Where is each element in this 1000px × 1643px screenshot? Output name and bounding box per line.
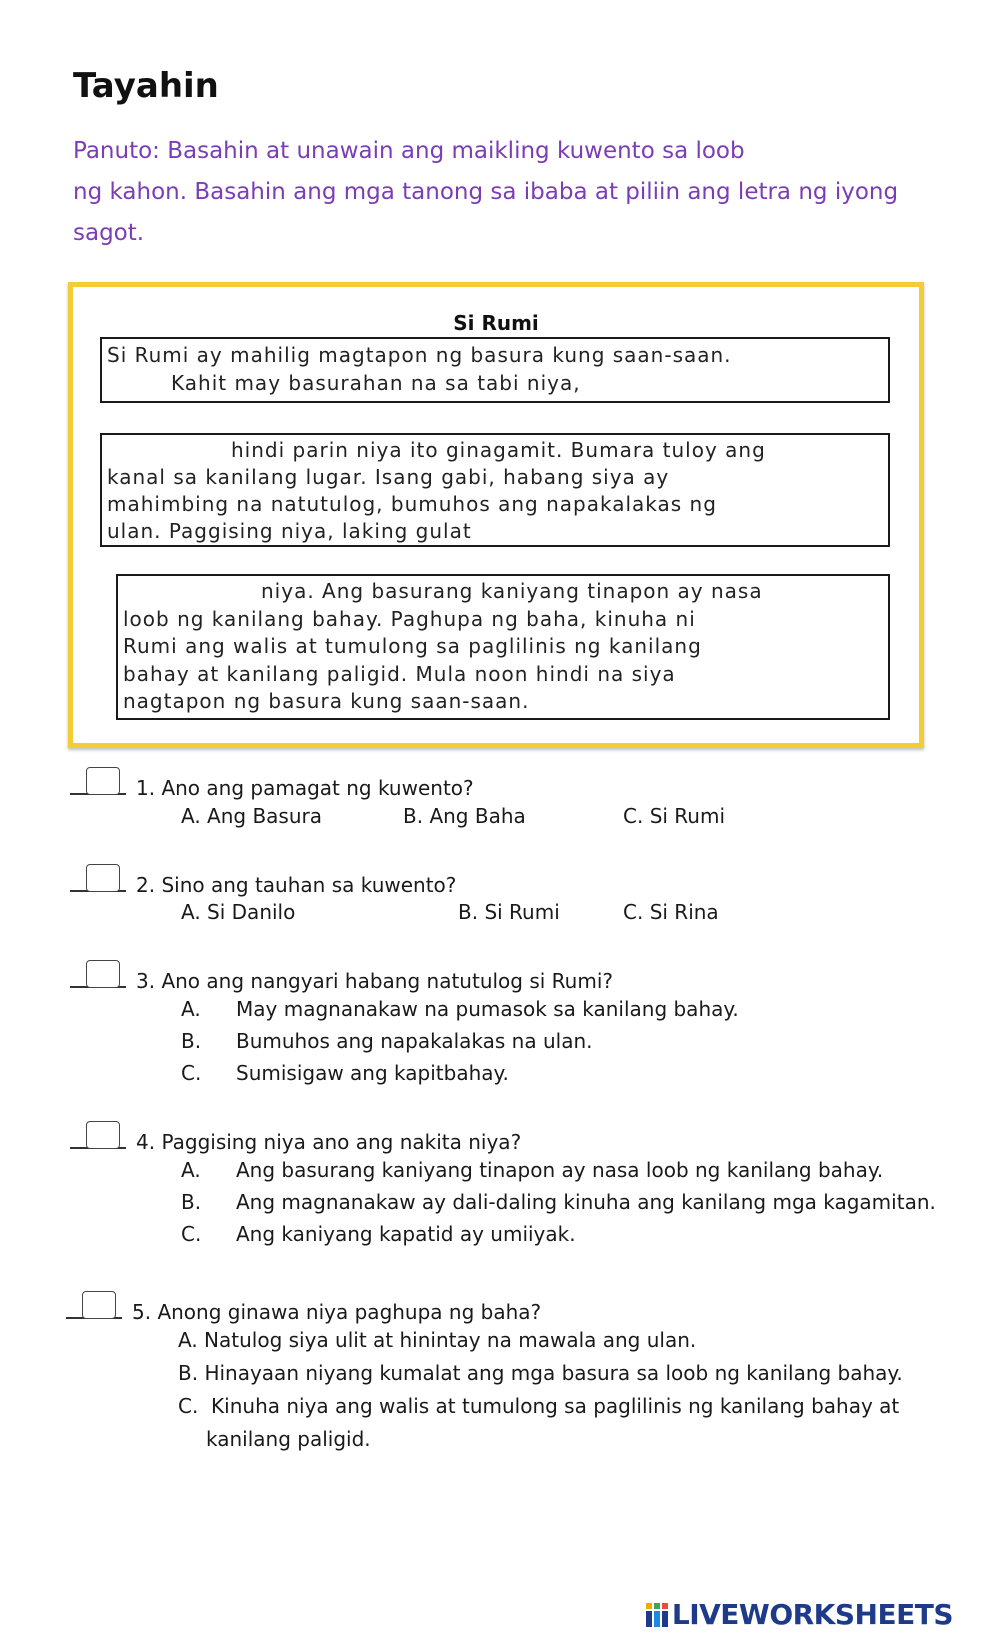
liveworksheets-icon: [646, 1603, 668, 1627]
option-letter: A.: [181, 900, 201, 924]
option-text: May magnanakaw na pumasok sa kanilang bahay.: [236, 997, 739, 1021]
option-letter: B.: [181, 1029, 202, 1053]
liveworksheets-logo[interactable]: [646, 1598, 953, 1631]
page-title: Tayahin: [73, 66, 219, 106]
story-line: loob ng kanilang bahay. Paghupa ng baha, kinuha ni: [123, 606, 696, 631]
option-text: Si Rumi: [649, 804, 726, 828]
story-line: mahimbing na natutulog, bumuhos ang napakalakas ng: [107, 492, 717, 516]
question-text: Ano ang nangyari habang natutulog si Rumi?: [161, 969, 614, 993]
story-line: Kahit may basurahan na sa tabi niya,: [171, 371, 581, 395]
question-number: 1.: [136, 776, 156, 800]
option-text: Ang kaniyang kapatid ay umiiyak.: [236, 1222, 576, 1246]
question-number: 2.: [136, 873, 156, 897]
option-letter: C.: [181, 1061, 202, 1085]
option-letter: C.: [623, 804, 644, 828]
option-letter: A.: [181, 1158, 201, 1182]
answer-blank: [70, 1125, 126, 1149]
question-text: Paggising niya ano ang nakita niya?: [161, 1130, 522, 1154]
instructions-line: sagot.: [73, 220, 145, 246]
answer-box[interactable]: [82, 1291, 116, 1319]
option-text: Ang Basura: [207, 804, 323, 828]
question-text: Ano ang pamagat ng kuwento?: [161, 776, 474, 800]
story-line: ulan. Paggising niya, laking gulat: [107, 519, 472, 543]
option-letter: C.: [178, 1394, 199, 1418]
answer-blank: [70, 964, 126, 988]
story-paragraph-3: [116, 574, 890, 720]
option-text: Hinayaan niyang kumalat ang mga basura sa loob ng kanilang bahay.: [204, 1361, 903, 1385]
option-text: kanilang paligid.: [206, 1427, 371, 1451]
option-letter: C.: [623, 900, 644, 924]
story-paragraph-2: [100, 433, 890, 547]
option-letter: B.: [178, 1361, 199, 1385]
option-text: Ang magnanakaw ay dali-daling kinuha ang kanilang mga kagamitan.: [236, 1190, 936, 1214]
option-text: Kinuha niya ang walis at tumulong sa paglilinis ng kanilang bahay at: [211, 1394, 900, 1418]
answer-box[interactable]: [86, 1121, 120, 1149]
logo-text: LIVEWORKSHEETS: [671, 1598, 953, 1631]
question-number: 5.: [132, 1300, 152, 1324]
option-letter: B.: [403, 804, 424, 828]
answer-box[interactable]: [86, 960, 120, 988]
story-line: Si Rumi ay mahilig magtapon ng basura kung saan-saan.: [107, 343, 732, 367]
option-text: Natulog siya ulit at hinintay na mawala ang ulan.: [204, 1328, 697, 1352]
story-paragraph-1: [100, 337, 890, 403]
option-text: Si Rumi: [484, 900, 560, 924]
option-text: Si Danilo: [207, 900, 296, 924]
option-letter: B.: [181, 1190, 202, 1214]
option-text: Bumuhos ang napakalakas na ulan.: [236, 1029, 593, 1053]
answer-box[interactable]: [86, 767, 120, 795]
option-text: Sumisigaw ang kapitbahay.: [236, 1061, 509, 1085]
option-letter: A.: [181, 997, 201, 1021]
story-line: bahay at kanilang paligid. Mula noon hindi na siya: [123, 661, 676, 686]
option-text: Ang Baha: [429, 804, 526, 828]
answer-blank: [70, 771, 126, 795]
answer-blank: [66, 1295, 122, 1319]
option-letter: B.: [458, 900, 479, 924]
option-letter: C.: [181, 1222, 202, 1246]
story-line: Rumi ang walis at tumulong sa paglilinis ng kanilang: [123, 634, 702, 658]
story-line: niya. Ang basurang kaniyang tinapon ay nasa: [261, 579, 763, 603]
story-frame: [68, 282, 924, 748]
question-text: Sino ang tauhan sa kuwento?: [161, 873, 457, 897]
option-letter: A.: [178, 1328, 198, 1352]
answer-blank: [70, 868, 126, 892]
story-line: hindi parin niya ito ginagamit. Bumara tuloy ang: [231, 438, 766, 462]
question-number: 4.: [136, 1130, 156, 1154]
question-number: 3.: [136, 969, 156, 993]
story-line: nagtapon ng basura kung saan-saan.: [123, 689, 530, 713]
option-text: Ang basurang kaniyang tinapon ay nasa loob ng kanilang bahay.: [236, 1158, 884, 1182]
instructions: [73, 131, 943, 254]
story-line: kanal sa kanilang lugar. Isang gabi, habang siya ay: [107, 465, 670, 489]
option-letter: A.: [181, 804, 201, 828]
instructions-line: Panuto: Basahin at unawain ang maikling kuwento sa loob: [73, 138, 745, 164]
story-title: Si Rumi: [453, 311, 539, 335]
instructions-line: ng kahon. Basahin ang mga tanong sa ibaba at piliin ang letra ng iyong: [73, 179, 899, 205]
option-text: Si Rina: [649, 900, 719, 924]
question-text: Anong ginawa niya paghupa ng baha?: [157, 1300, 542, 1324]
answer-box[interactable]: [86, 864, 120, 892]
